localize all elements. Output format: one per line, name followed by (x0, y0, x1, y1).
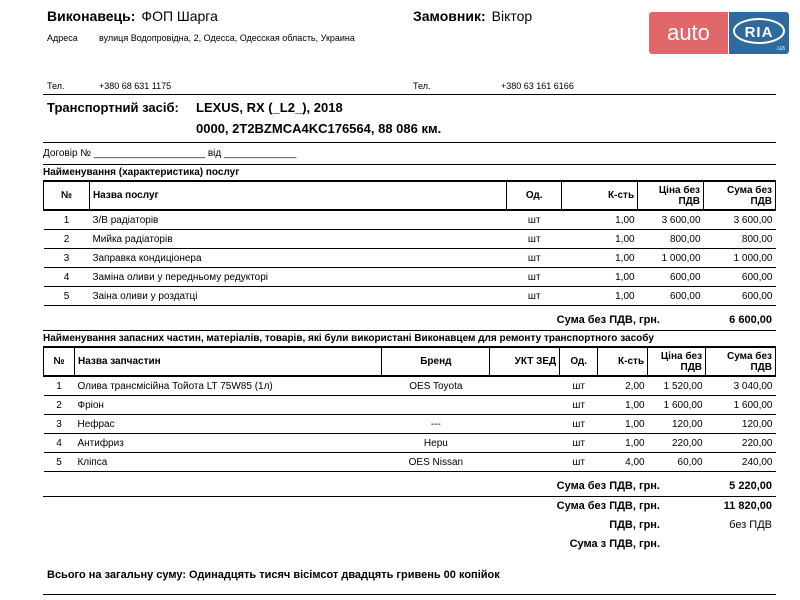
services-cell-unit: шт (507, 230, 562, 249)
logo-ria-badge (729, 12, 789, 54)
parts-total-divider (43, 496, 776, 497)
services-cell-qty: 1,00 (562, 287, 638, 306)
services-col-qty: К-сть (562, 181, 638, 210)
services-cell-qty: 1,00 (562, 268, 638, 287)
services-total-divider (43, 330, 776, 331)
services-cell-number: 2 (44, 230, 90, 249)
parts-cell-number: 3 (44, 415, 75, 434)
parts-header-row (44, 347, 776, 376)
parts-cell-brand: Hepu (382, 434, 490, 453)
services-cell-name: З/В радіаторів (89, 210, 506, 230)
parts-cell-ukt (490, 376, 560, 396)
services-cell-number: 5 (44, 287, 90, 306)
services-table (43, 180, 776, 306)
parts-cell-name: Кліпса (74, 453, 381, 472)
executor-name: ФОП Шарга (141, 8, 218, 24)
parts-cell-qty: 2,00 (598, 376, 648, 396)
executor-label: Виконавець: (47, 8, 136, 24)
services-cell-unit: шт (507, 268, 562, 287)
parts-cell-unit: шт (560, 453, 598, 472)
services-cell-name: Заіна оливи у роздатці (89, 287, 506, 306)
logo-ua-text: .ua (775, 45, 785, 52)
services-title: Найменування (характеристика) послуг (43, 167, 240, 178)
parts-row (44, 453, 776, 472)
parts-cell-price: 60,00 (648, 453, 706, 472)
parts-cell-price: 120,00 (648, 415, 706, 434)
services-row (44, 230, 776, 249)
parts-cell-unit: шт (560, 396, 598, 415)
services-total-value: 6 600,00 (729, 314, 772, 326)
parts-col-unit: Од. (560, 347, 598, 376)
services-col-sum: Сума без ПДВ (704, 181, 776, 210)
services-row (44, 287, 776, 306)
services-cell-sum: 3 600,00 (704, 210, 776, 230)
contract-divider (43, 164, 776, 165)
vehicle-divider (43, 142, 776, 143)
services-cell-sum: 600,00 (704, 287, 776, 306)
parts-cell-sum: 3 040,00 (706, 376, 776, 396)
grand-total-value: 11 820,00 (723, 500, 772, 512)
customer (413, 8, 532, 24)
parts-cell-number: 1 (44, 376, 75, 396)
parts-cell-name: Нефрас (74, 415, 381, 434)
services-row (44, 268, 776, 287)
contract-from-label: від (207, 148, 222, 159)
services-col-name: Назва послуг (89, 181, 506, 210)
parts-col-number: № (44, 347, 75, 376)
parts-cell-sum: 240,00 (706, 453, 776, 472)
phone-right: +380 63 161 6166 (501, 81, 574, 91)
logo-ria-text: RIA (733, 18, 785, 44)
parts-cell-ukt (490, 415, 560, 434)
services-cell-name: Заміна оливи у передньому редукторі (89, 268, 506, 287)
services-cell-unit: шт (507, 210, 562, 230)
services-cell-price: 1 000,00 (638, 249, 704, 268)
executor (47, 8, 218, 24)
parts-cell-qty: 4,00 (598, 453, 648, 472)
services-cell-number: 3 (44, 249, 90, 268)
parts-cell-name: Олива трансмісійна Тойота LT 75W85 (1л) (74, 376, 381, 396)
address-value: вулиця Водопровідна, 2, Одесса, Одесская область, Украина (99, 33, 355, 43)
services-cell-name: Мийка радіаторів (89, 230, 506, 249)
parts-cell-qty: 1,00 (598, 434, 648, 453)
parts-total-value: 5 220,00 (729, 480, 772, 492)
parts-title: Найменування запасних частин, матеріалів, товарів, які були використані Виконавцем для ремонту транспортного засобу (43, 333, 654, 344)
parts-total-label: Сума без ПДВ, грн. (556, 480, 660, 492)
phone-label-right: Тел. (413, 81, 431, 91)
services-cell-sum: 600,00 (704, 268, 776, 287)
address-label: Адреса (47, 33, 78, 43)
parts-cell-sum: 1 600,00 (706, 396, 776, 415)
phone-left: +380 68 631 1175 (99, 81, 172, 91)
vehicle-line2: 0000, 2T2BZMCA4KC176564, 88 086 км. (196, 121, 442, 136)
parts-cell-price: 1 520,00 (648, 376, 706, 396)
services-row (44, 249, 776, 268)
sum-with-vat-label: Сума з ПДВ, грн. (569, 538, 660, 550)
vat-value: без ПДВ (729, 519, 772, 531)
parts-col-sum: Сума без ПДВ (706, 347, 776, 376)
phone-label-left: Тел. (47, 81, 65, 91)
parts-cell-unit: шт (560, 376, 598, 396)
parts-cell-qty: 1,00 (598, 415, 648, 434)
contract-date-blank: _____________ (224, 148, 297, 159)
services-cell-sum: 1 000,00 (704, 249, 776, 268)
parts-cell-brand: OES Nissan (382, 453, 490, 472)
customer-name: Віктор (491, 8, 533, 24)
parts-col-brand: Бренд (382, 347, 490, 376)
header-divider (43, 94, 776, 95)
parts-cell-sum: 220,00 (706, 434, 776, 453)
parts-cell-unit: шт (560, 415, 598, 434)
footer-divider (43, 594, 776, 595)
parts-cell-price: 220,00 (648, 434, 706, 453)
services-cell-price: 3 600,00 (638, 210, 704, 230)
services-total-label: Сума без ПДВ, грн. (556, 314, 660, 326)
services-cell-sum: 800,00 (704, 230, 776, 249)
services-cell-number: 4 (44, 268, 90, 287)
contract-line (43, 148, 296, 159)
autoria-logo[interactable] (649, 12, 789, 54)
logo-auto-text: auto (649, 12, 728, 54)
services-cell-qty: 1,00 (562, 249, 638, 268)
parts-row (44, 396, 776, 415)
parts-row (44, 376, 776, 396)
services-col-unit: Од. (507, 181, 562, 210)
parts-cell-number: 4 (44, 434, 75, 453)
parts-cell-unit: шт (560, 434, 598, 453)
parts-cell-qty: 1,00 (598, 396, 648, 415)
parts-table (43, 346, 776, 472)
parts-cell-name: Фріон (74, 396, 381, 415)
parts-cell-ukt (490, 453, 560, 472)
services-header-row (44, 181, 776, 210)
vehicle-label: Транспортний засіб: (47, 100, 179, 115)
grand-total-label: Сума без ПДВ, грн. (556, 500, 660, 512)
services-cell-qty: 1,00 (562, 230, 638, 249)
services-cell-name: Заправка кондиціонера (89, 249, 506, 268)
services-col-price: Ціна без ПДВ (638, 181, 704, 210)
parts-cell-number: 5 (44, 453, 75, 472)
contract-number-blank: ____________________ (93, 148, 206, 159)
vat-label: ПДВ, грн. (609, 519, 660, 531)
services-cell-number: 1 (44, 210, 90, 230)
parts-col-ukt: УКТ ЗЕД (490, 347, 560, 376)
parts-cell-price: 1 600,00 (648, 396, 706, 415)
vehicle-line1: LEXUS, RX (_L2_), 2018 (196, 100, 343, 115)
parts-cell-sum: 120,00 (706, 415, 776, 434)
parts-cell-brand (382, 396, 490, 415)
total-in-words: Всього на загальну суму: Одинадцять тисяч вісімсот двадцять гривень 00 копійок (47, 569, 500, 581)
services-row (44, 210, 776, 230)
services-cell-price: 800,00 (638, 230, 704, 249)
contract-label: Договір № (43, 148, 92, 159)
parts-cell-brand: --- (382, 415, 490, 434)
parts-cell-name: Антифриз (74, 434, 381, 453)
services-cell-unit: шт (507, 249, 562, 268)
services-cell-unit: шт (507, 287, 562, 306)
customer-label: Замовник: (413, 8, 486, 24)
parts-cell-brand: OES Toyota (382, 376, 490, 396)
services-col-number: № (44, 181, 90, 210)
parts-cell-ukt (490, 396, 560, 415)
parts-cell-number: 2 (44, 396, 75, 415)
parts-col-price: Ціна без ПДВ (648, 347, 706, 376)
parts-cell-ukt (490, 434, 560, 453)
services-cell-qty: 1,00 (562, 210, 638, 230)
parts-col-qty: К-сть (598, 347, 648, 376)
parts-row (44, 415, 776, 434)
parts-col-name: Назва запчастин (74, 347, 381, 376)
services-cell-price: 600,00 (638, 268, 704, 287)
services-cell-price: 600,00 (638, 287, 704, 306)
parts-row (44, 434, 776, 453)
